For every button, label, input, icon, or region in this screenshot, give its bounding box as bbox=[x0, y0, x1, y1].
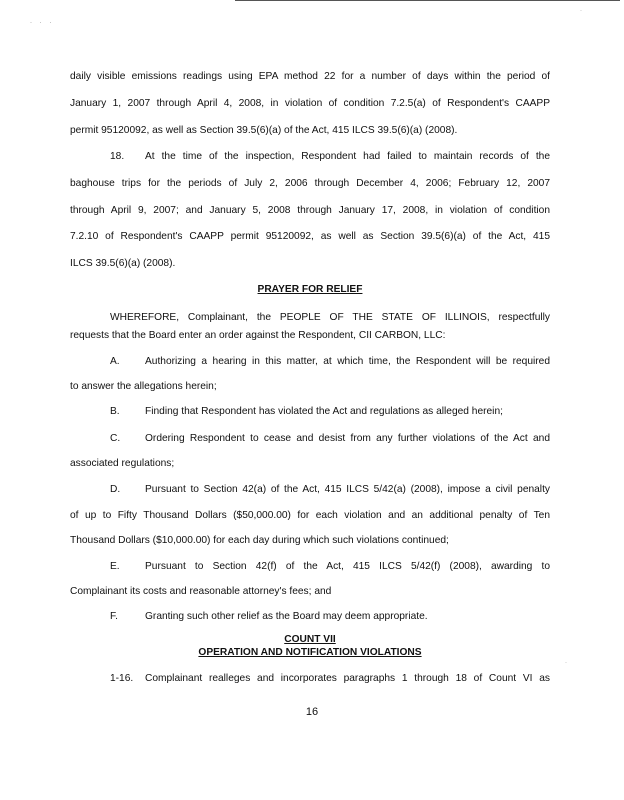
wherefore-second-line: requests that the Board enter an order against the Respondent, CII CARBON, LLC: bbox=[70, 330, 446, 341]
item-d-first: Pursuant to Section 42(a) of the Act, 415 ILCS 5/42(a) (2008), impose a civil penalty bbox=[145, 484, 550, 495]
count-subheading: OPERATION AND NOTIFICATION VIOLATIONS bbox=[198, 647, 422, 658]
para-18-line-3: through April 9, 2007; and January 5, 2008 through January 17, 2008, in violation of condition bbox=[70, 205, 550, 216]
count-heading: COUNT VII bbox=[284, 634, 336, 645]
item-f-label: F. bbox=[110, 611, 118, 622]
top-fragment-line: daily visible emissions readings using EPA method 22 for a number of days within the period of bbox=[70, 71, 550, 82]
para-1-16-number: 1-16. bbox=[110, 673, 134, 684]
item-c-label: C. bbox=[110, 433, 121, 444]
item-e-label: E. bbox=[110, 561, 120, 572]
item-c-rest-1: associated regulations; bbox=[70, 458, 175, 469]
wherefore-first-line: WHEREFORE, Complainant, the PEOPLE OF THE STATE OF ILLINOIS, respectfully bbox=[110, 312, 550, 323]
item-f-first: Granting such other relief as the Board may deem appropriate. bbox=[145, 611, 428, 622]
item-a-label: A. bbox=[110, 356, 120, 367]
item-d-label: D. bbox=[110, 484, 121, 495]
item-c-first: Ordering Respondent to cease and desist from any further violations of the Act and bbox=[145, 433, 550, 444]
para-1-16-text: Complainant realleges and incorporates paragraphs 1 through 18 of Count VI as bbox=[145, 673, 550, 684]
item-b-first: Finding that Respondent has violated the Act and regulations as alleged herein; bbox=[145, 406, 503, 417]
scan-edge-line bbox=[235, 0, 620, 1]
item-a-first: Authorizing a hearing in this matter, at which time, the Respondent will be required bbox=[145, 356, 550, 367]
prayer-heading: PRAYER FOR RELIEF bbox=[257, 284, 363, 295]
item-b-label: B. bbox=[110, 406, 120, 417]
scan-speck: · · · bbox=[30, 20, 55, 26]
para-18-line-2: baghouse trips for the periods of July 2, 2006 through December 4, 2006; February 12, 2007 bbox=[70, 178, 550, 189]
item-d-rest-1: of up to Fifty Thousand Dollars ($50,000.00) for each violation and an additional penalty of Ten bbox=[70, 510, 550, 521]
para-18-number: 18. bbox=[110, 151, 125, 162]
scan-mark: · bbox=[580, 8, 582, 14]
top-line-1: January 1, 2007 through April 4, 2008, in violation of condition 7.2.5(a) of Respondent's CAAPP bbox=[70, 98, 550, 109]
item-e-rest-1: Complainant its costs and reasonable attorney's fees; and bbox=[70, 586, 332, 597]
scan-mark: · bbox=[565, 660, 567, 666]
para-18-line-4: 7.2.10 of Respondent's CAAPP permit 95120092, as well as Section 39.5(6)(a) of the Act, 415 bbox=[70, 231, 550, 242]
item-e-first: Pursuant to Section 42(f) of the Act, 415 ILCS 5/42(f) (2008), awarding to bbox=[145, 561, 550, 572]
page-number: 16 bbox=[305, 706, 319, 718]
para-18-first-line: At the time of the inspection, Respondent had failed to maintain records of the bbox=[145, 151, 550, 162]
item-d-rest-2: Thousand Dollars ($10,000.00) for each day during which such violations continued; bbox=[70, 535, 449, 546]
top-line-2: permit 95120092, as well as Section 39.5(6)(a) of the Act, 415 ILCS 39.5(6)(a) (2008). bbox=[70, 125, 458, 136]
item-a-rest-1: to answer the allegations herein; bbox=[70, 381, 217, 392]
para-18-line-5: ILCS 39.5(6)(a) (2008). bbox=[70, 258, 176, 269]
